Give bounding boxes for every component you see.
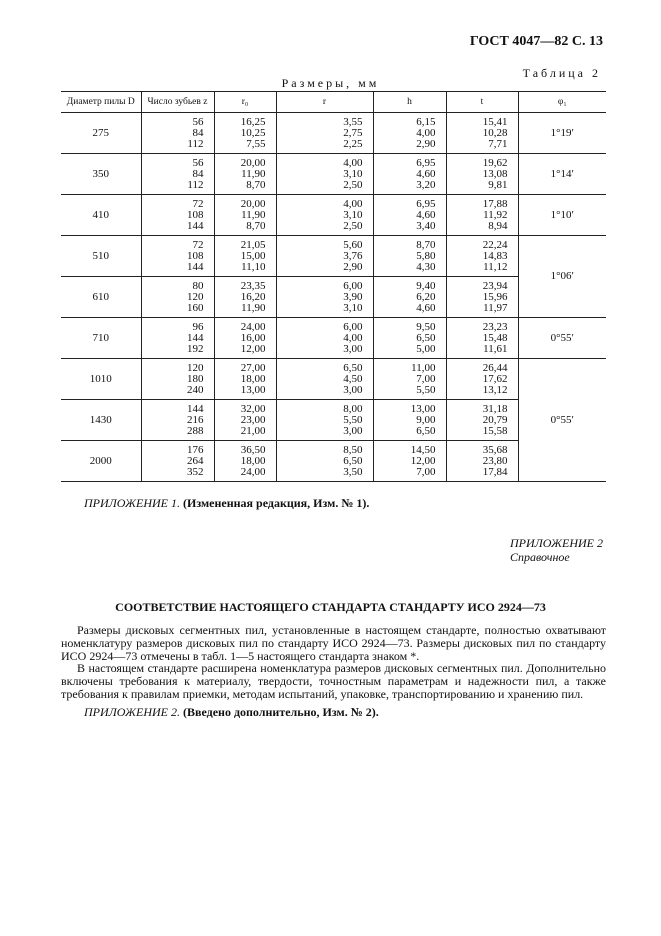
cell-value: 13,08 — [482, 167, 508, 180]
cell-value: 264 — [187, 454, 204, 467]
cell-value: 5,50 — [343, 413, 363, 426]
cell-r — [276, 277, 373, 318]
col-header-t: t — [446, 92, 518, 113]
cell-value: 4,50 — [343, 372, 363, 385]
appendix1-note — [84, 497, 604, 510]
cell-value: 11,97 — [483, 301, 508, 314]
cell-value: 3,10 — [343, 208, 363, 221]
col-header-teeth: Число зубьев z — [141, 92, 214, 113]
table-caption: Таблица 2 — [522, 66, 601, 80]
cell-value: 14,83 — [482, 249, 508, 262]
cell-value: 6,00 — [343, 279, 363, 292]
cell-t — [446, 359, 518, 400]
cell-angle: 1°10′ — [518, 195, 606, 236]
cell-value: 4,00 — [343, 197, 363, 210]
cell-value: 8,70 — [416, 238, 436, 251]
page-header: ГОСТ 4047—82 С. 13 — [469, 34, 603, 49]
cell-h — [373, 441, 446, 482]
cell-value: 192 — [187, 342, 204, 355]
cell-value: 11,90 — [241, 301, 266, 314]
cell-value: 2,90 — [416, 137, 436, 150]
cell-z — [141, 113, 214, 154]
col-header-h: h — [373, 92, 446, 113]
cell-value: 3,10 — [343, 167, 363, 180]
cell-angle: 1°06′ — [518, 236, 606, 318]
cell-h — [373, 277, 446, 318]
cell-value: 6,95 — [416, 197, 436, 210]
cell-angle: 1°19′ — [518, 113, 606, 154]
cell-value: 17,88 — [482, 197, 508, 210]
cell-h — [373, 400, 446, 441]
cell-value: 3,00 — [343, 424, 363, 437]
cell-value: 144 — [187, 260, 204, 273]
cell-r0 — [214, 154, 276, 195]
cell-value: 9,00 — [416, 413, 436, 426]
cell-t — [446, 154, 518, 195]
cell-z — [141, 236, 214, 277]
appendix1-note-prefix: ПРИЛОЖЕНИЕ 1. — [84, 496, 180, 510]
cell-value: 112 — [187, 178, 204, 191]
cell-diameter: 1010 — [61, 359, 141, 400]
cell-value: 3,10 — [343, 301, 363, 314]
appendix2-note — [84, 706, 604, 719]
cell-value: 17,62 — [482, 372, 508, 385]
cell-diameter: 350 — [61, 154, 141, 195]
cell-value: 11,90 — [241, 208, 266, 221]
cell-t — [446, 441, 518, 482]
cell-value: 2,25 — [343, 137, 363, 150]
cell-value: 56 — [192, 156, 204, 169]
cell-value: 4,60 — [416, 167, 436, 180]
cell-value: 352 — [187, 465, 204, 478]
cell-value: 24,00 — [240, 320, 266, 333]
cell-value: 10,28 — [482, 126, 508, 139]
cell-value: 11,90 — [241, 167, 266, 180]
cell-value: 19,62 — [482, 156, 508, 169]
cell-value: 17,84 — [482, 465, 508, 478]
cell-value: 56 — [192, 115, 204, 128]
cell-value: 112 — [187, 137, 204, 150]
cell-value: 36,50 — [240, 443, 266, 456]
cell-value: 144 — [187, 402, 204, 415]
cell-value: 15,96 — [482, 290, 508, 303]
cell-value: 5,60 — [343, 238, 363, 251]
appendix2-title: ПРИЛОЖЕНИЕ 2 — [510, 536, 603, 550]
cell-value: 16,25 — [240, 115, 266, 128]
cell-value: 21,05 — [240, 238, 266, 251]
table-row — [61, 195, 606, 236]
cell-t — [446, 400, 518, 441]
cell-value: 4,60 — [416, 301, 436, 314]
table-header-row — [61, 92, 606, 113]
cell-z — [141, 195, 214, 236]
table-row — [61, 113, 606, 154]
cell-r0 — [214, 441, 276, 482]
cell-r — [276, 359, 373, 400]
cell-value: 160 — [187, 301, 204, 314]
cell-r — [276, 236, 373, 277]
cell-value: 23,94 — [482, 279, 508, 292]
cell-value: 6,20 — [416, 290, 436, 303]
cell-value: 8,00 — [343, 402, 363, 415]
col-header-r0: r₀ — [214, 92, 276, 113]
cell-z — [141, 318, 214, 359]
cell-value: 6,00 — [343, 320, 363, 333]
cell-value: 20,00 — [240, 197, 266, 210]
cell-h — [373, 195, 446, 236]
cell-value: 31,18 — [482, 402, 508, 415]
cell-z — [141, 441, 214, 482]
cell-value: 15,58 — [482, 424, 508, 437]
cell-value: 8,70 — [246, 178, 266, 191]
appendix1-note-text: (Измененная редакция, Изм. № 1). — [182, 496, 370, 510]
table-row — [61, 236, 606, 277]
cell-diameter: 710 — [61, 318, 141, 359]
table-row — [61, 154, 606, 195]
cell-value: 180 — [187, 372, 204, 385]
cell-r — [276, 441, 373, 482]
cell-value: 84 — [192, 126, 204, 139]
cell-value: 176 — [187, 443, 204, 456]
cell-value: 9,50 — [416, 320, 436, 333]
cell-value: 4,00 — [343, 331, 363, 344]
cell-h — [373, 154, 446, 195]
section-title: СООТВЕТСТВИЕ НАСТОЯЩЕГО СТАНДАРТА СТАНДАРТУ ИСО 2924—73 — [115, 600, 546, 614]
cell-value: 120 — [187, 361, 204, 374]
cell-value: 3,20 — [416, 178, 436, 191]
cell-value: 2,75 — [343, 126, 363, 139]
cell-value: 6,50 — [416, 424, 436, 437]
cell-value: 3,50 — [343, 465, 363, 478]
cell-t — [446, 236, 518, 277]
cell-value: 7,00 — [416, 465, 436, 478]
cell-z — [141, 359, 214, 400]
cell-diameter: 2000 — [61, 441, 141, 482]
cell-value: 7,00 — [416, 372, 436, 385]
cell-diameter: 1430 — [61, 400, 141, 441]
cell-value: 23,80 — [482, 454, 508, 467]
cell-value: 11,10 — [241, 260, 266, 273]
cell-diameter: 510 — [61, 236, 141, 277]
cell-value: 16,20 — [240, 290, 266, 303]
cell-value: 12,00 — [410, 454, 436, 467]
cell-value: 13,00 — [410, 402, 436, 415]
cell-angle: 0°55′ — [518, 318, 606, 359]
cell-value: 11,12 — [483, 260, 508, 273]
paragraph-2: В настоящем стандарте расширена номенклатура размеров дисковых сегментных пил. Дополнительно включены требования к материалу, твердости, точностным параметрам и надежности пил, а также требования к правилам приемки, методам испытаний, упаковке, транспортированию и хранению пил. — [61, 661, 606, 701]
cell-value: 14,50 — [410, 443, 436, 456]
cell-value: 6,50 — [343, 361, 363, 374]
paragraph-1: Размеры дисковых сегментных пил, установленные в настоящем стандарте, полностью охватывают номенклатуру размеров дисковых пил по стандарту ИСО 2924—73. Размеры дисковых пил по стандарту ИСО 2924—73 отмечены в табл. 1—5 настоящего стандарта знаком *. — [61, 623, 606, 663]
cell-value: 24,00 — [240, 465, 266, 478]
cell-value: 3,00 — [343, 383, 363, 396]
cell-r — [276, 195, 373, 236]
cell-r0 — [214, 359, 276, 400]
cell-h — [373, 359, 446, 400]
cell-value: 20,00 — [240, 156, 266, 169]
cell-value: 216 — [187, 413, 204, 426]
cell-value: 8,70 — [246, 219, 266, 232]
cell-value: 96 — [192, 320, 204, 333]
cell-r0 — [214, 400, 276, 441]
cell-value: 2,90 — [343, 260, 363, 273]
cell-h — [373, 113, 446, 154]
cell-value: 15,00 — [240, 249, 266, 262]
cell-value: 4,30 — [416, 260, 436, 273]
appendix2-note-text: (Введено дополнительно, Изм. № 2). — [182, 705, 379, 719]
appendix2-note-prefix: ПРИЛОЖЕНИЕ 2. — [84, 705, 180, 719]
cell-value: 8,94 — [488, 219, 508, 232]
cell-z — [141, 154, 214, 195]
cell-t — [446, 318, 518, 359]
cell-r0 — [214, 236, 276, 277]
cell-value: 5,00 — [416, 342, 436, 355]
cell-value: 8,50 — [343, 443, 363, 456]
dimensions-table — [61, 91, 606, 482]
cell-value: 2,50 — [343, 178, 363, 191]
cell-value: 288 — [187, 424, 204, 437]
cell-value: 23,23 — [482, 320, 508, 333]
cell-value: 4,00 — [416, 126, 436, 139]
cell-r0 — [214, 277, 276, 318]
cell-value: 3,40 — [416, 219, 436, 232]
cell-value: 11,61 — [483, 342, 508, 355]
cell-z — [141, 277, 214, 318]
cell-value: 3,55 — [343, 115, 363, 128]
cell-h — [373, 318, 446, 359]
cell-value: 6,50 — [343, 454, 363, 467]
cell-value: 9,40 — [416, 279, 436, 292]
cell-value: 20,79 — [482, 413, 508, 426]
cell-value: 144 — [187, 331, 204, 344]
cell-value: 72 — [192, 197, 204, 210]
cell-r0 — [214, 318, 276, 359]
cell-z — [141, 400, 214, 441]
cell-r0 — [214, 113, 276, 154]
cell-value: 4,00 — [343, 156, 363, 169]
cell-value: 13,00 — [240, 383, 266, 396]
cell-value: 23,00 — [240, 413, 266, 426]
cell-value: 80 — [192, 279, 204, 292]
cell-r0 — [214, 195, 276, 236]
cell-value: 16,00 — [240, 331, 266, 344]
cell-value: 10,25 — [240, 126, 266, 139]
appendix2-subtitle: Справочное — [510, 550, 570, 564]
cell-diameter: 275 — [61, 113, 141, 154]
cell-value: 27,00 — [240, 361, 266, 374]
cell-r — [276, 154, 373, 195]
cell-value: 9,81 — [488, 178, 508, 191]
cell-value: 15,41 — [482, 115, 508, 128]
cell-value: 240 — [187, 383, 204, 396]
cell-value: 108 — [187, 249, 204, 262]
cell-value: 11,92 — [483, 208, 508, 221]
cell-value: 3,00 — [343, 342, 363, 355]
cell-r — [276, 113, 373, 154]
cell-value: 21,00 — [240, 424, 266, 437]
cell-t — [446, 277, 518, 318]
cell-value: 120 — [187, 290, 204, 303]
table-row — [61, 359, 606, 400]
cell-value: 6,95 — [416, 156, 436, 169]
cell-angle: 0°55′ — [518, 359, 606, 482]
cell-value: 35,68 — [482, 443, 508, 456]
cell-value: 18,00 — [240, 372, 266, 385]
cell-value: 108 — [187, 208, 204, 221]
cell-value: 4,60 — [416, 208, 436, 221]
cell-t — [446, 113, 518, 154]
cell-value: 3,90 — [343, 290, 363, 303]
table-row — [61, 318, 606, 359]
cell-r — [276, 318, 373, 359]
cell-value: 5,50 — [416, 383, 436, 396]
cell-value: 144 — [187, 219, 204, 232]
cell-value: 13,12 — [482, 383, 508, 396]
cell-value: 6,15 — [416, 115, 436, 128]
cell-diameter: 410 — [61, 195, 141, 236]
cell-r — [276, 400, 373, 441]
cell-value: 11,00 — [411, 361, 436, 374]
cell-value: 23,35 — [240, 279, 266, 292]
cell-value: 5,80 — [416, 249, 436, 262]
cell-t — [446, 195, 518, 236]
cell-value: 12,00 — [240, 342, 266, 355]
col-header-diameter: Диаметр пилы D — [61, 92, 141, 113]
cell-value: 7,55 — [246, 137, 266, 150]
cell-value: 6,50 — [416, 331, 436, 344]
cell-value: 22,24 — [482, 238, 508, 251]
cell-value: 3,76 — [343, 249, 363, 262]
cell-value: 15,48 — [482, 331, 508, 344]
table-units: Размеры, мм — [281, 76, 380, 90]
cell-value: 32,00 — [240, 402, 266, 415]
cell-value: 84 — [192, 167, 204, 180]
cell-angle: 1°14′ — [518, 154, 606, 195]
cell-h — [373, 236, 446, 277]
cell-value: 26,44 — [482, 361, 508, 374]
cell-value: 18,00 — [240, 454, 266, 467]
cell-value: 2,50 — [343, 219, 363, 232]
col-header-phi: φ₁ — [518, 92, 606, 113]
col-header-r: r — [276, 92, 373, 113]
cell-diameter: 610 — [61, 277, 141, 318]
cell-value: 72 — [192, 238, 204, 251]
cell-value: 7,71 — [488, 137, 508, 150]
